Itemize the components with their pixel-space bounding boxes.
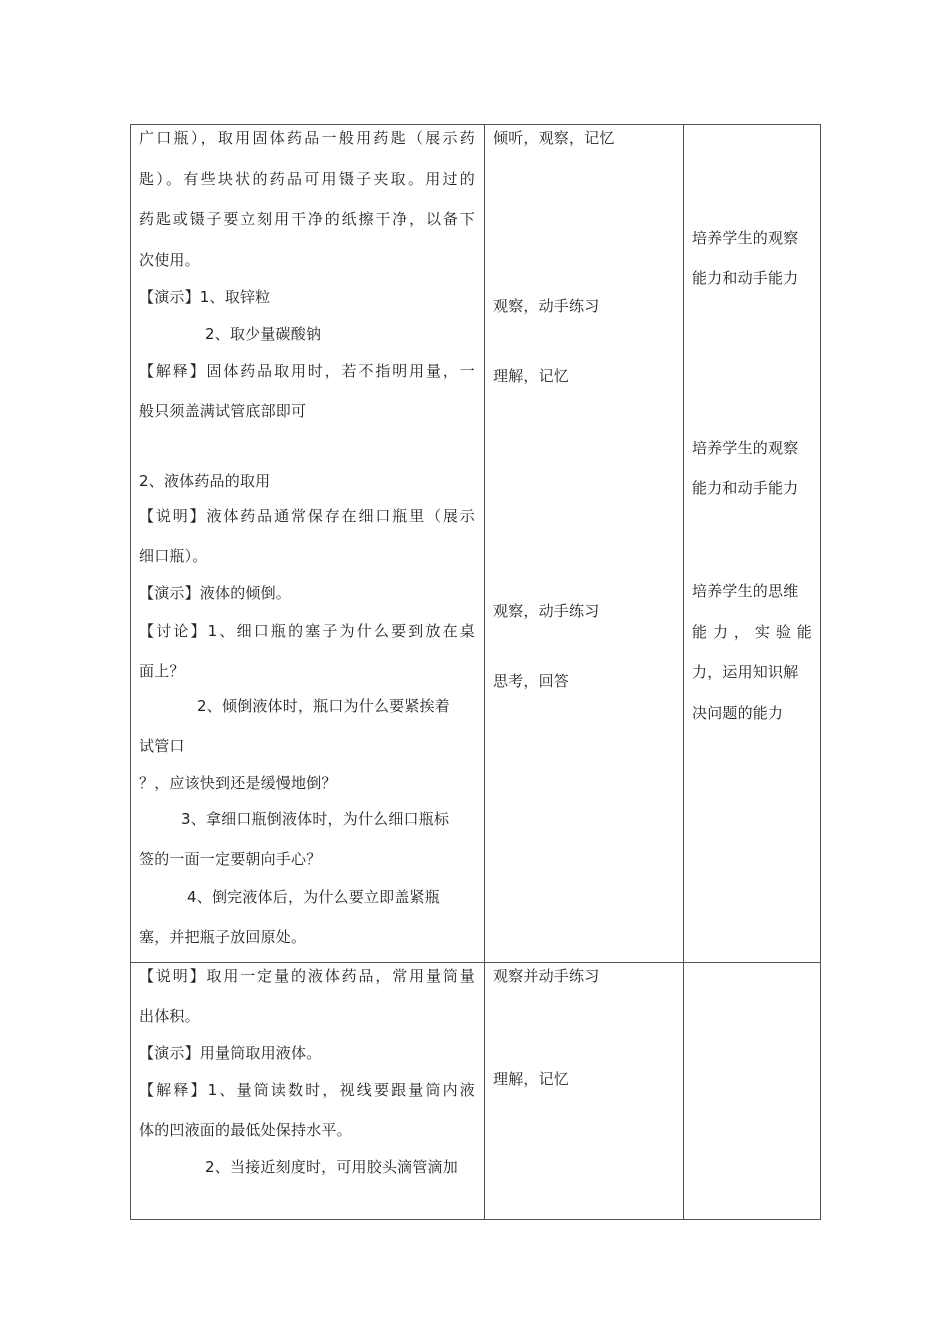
text-line: 出体积。 bbox=[139, 1007, 200, 1025]
text-line: 【演示】1、取锌粒 bbox=[139, 288, 271, 306]
text-line: 力，运用知识解 bbox=[692, 663, 799, 681]
text-line: 培养学生的观察 bbox=[692, 229, 799, 247]
text-line: 2、倾倒液体时，瓶口为什么要紧挨着 bbox=[197, 697, 450, 715]
text-line: 观察，动手练习 bbox=[493, 297, 600, 315]
text-line: 【演示】液体的倾倒。 bbox=[139, 584, 292, 602]
table-row bbox=[131, 963, 821, 1220]
text-line: 理解，记忆 bbox=[493, 367, 570, 385]
text-line: 能力和动手能力 bbox=[692, 269, 799, 287]
text-line: 细口瓶）。 bbox=[139, 547, 208, 565]
text-line: 【说明】取用一定量的液体药品，常用量筒量 bbox=[139, 967, 475, 985]
text-line: 倾听，观察，记忆 bbox=[493, 129, 615, 147]
text-line: 塞，并把瓶子放回原处。 bbox=[139, 928, 307, 946]
text-line: 培养学生的观察 bbox=[692, 439, 799, 457]
text-line: 能力和动手能力 bbox=[692, 479, 799, 497]
student-activity-cell bbox=[485, 125, 684, 963]
lesson-plan-table bbox=[130, 124, 821, 1220]
text-line: 2、液体药品的取用 bbox=[139, 472, 271, 490]
text-line: 观察，动手练习 bbox=[493, 602, 600, 620]
text-line: 匙）。有些块状的药品可用镊子夹取。用过的 bbox=[139, 170, 475, 188]
text-line: 能力，实验能 bbox=[692, 623, 812, 641]
text-line: 2、取少量碳酸钠 bbox=[205, 325, 322, 343]
text-line: 【讨论】1、细口瓶的塞子为什么要到放在桌 bbox=[139, 622, 475, 640]
text-line: 广口瓶），取用固体药品一般用药匙（展示药 bbox=[139, 129, 475, 147]
text-line: 面上？ bbox=[139, 662, 185, 680]
table-row bbox=[131, 125, 821, 963]
teaching-content-cell bbox=[131, 963, 485, 1220]
text-line: 【说明】液体药品通常保存在细口瓶里（展示 bbox=[139, 507, 475, 525]
text-line: 【解释】1、量筒读数时，视线要跟量筒内液 bbox=[139, 1081, 475, 1099]
text-line: 2、当接近刻度时，可用胶头滴管滴加 bbox=[205, 1158, 458, 1176]
text-line: 【演示】用量筒取用液体。 bbox=[139, 1044, 322, 1062]
text-line: 思考，回答 bbox=[493, 672, 570, 690]
text-line: 般只须盖满试管底部即可 bbox=[139, 402, 307, 420]
text-line: 次使用。 bbox=[139, 251, 200, 269]
text-line: 3、拿细口瓶倒液体时，为什么细口瓶标 bbox=[181, 810, 450, 828]
text-line: 体的凹液面的最低处保持水平。 bbox=[139, 1121, 352, 1139]
text-line: ？，应该快到还是缓慢地倒？ bbox=[139, 774, 337, 792]
text-line: 观察并动手练习 bbox=[493, 967, 600, 985]
text-line: 4、倒完液体后，为什么要立即盖紧瓶 bbox=[187, 888, 440, 906]
design-purpose-cell bbox=[684, 125, 821, 963]
text-line: 药匙或镊子要立刻用干净的纸擦干净，以备下 bbox=[139, 210, 475, 228]
text-line: 培养学生的思维 bbox=[692, 582, 799, 600]
text-line: 【解释】固体药品取用时，若不指明用量，一 bbox=[139, 362, 475, 380]
text-line: 签的一面一定要朝向手心？ bbox=[139, 850, 322, 868]
student-activity-cell bbox=[485, 963, 684, 1220]
design-purpose-cell bbox=[684, 963, 821, 1220]
text-line: 决问题的能力 bbox=[692, 704, 784, 722]
text-line: 试管口 bbox=[139, 737, 185, 755]
text-line: 理解，记忆 bbox=[493, 1070, 570, 1088]
teaching-content-cell bbox=[131, 125, 485, 963]
